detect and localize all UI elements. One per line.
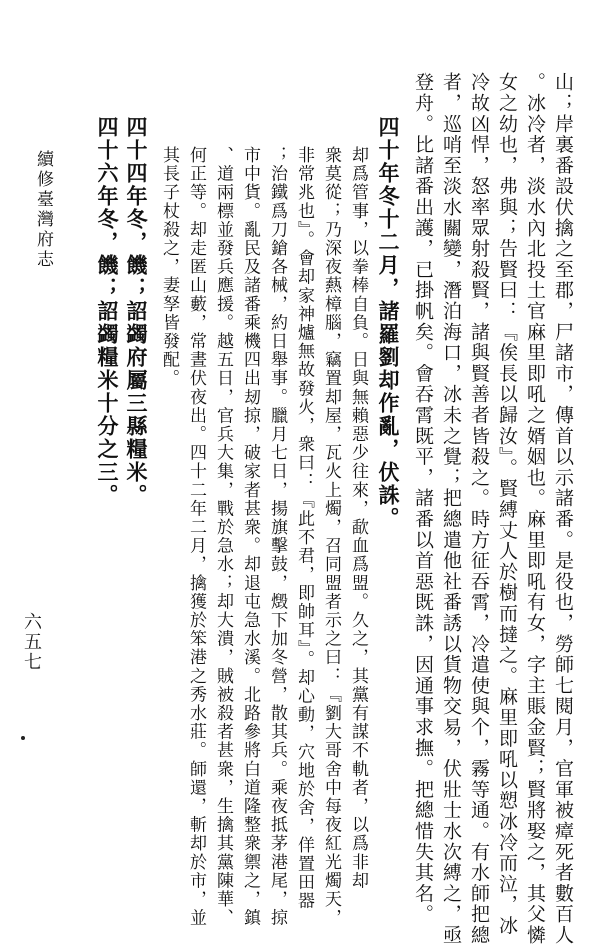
text-column: 山；岸裏番設伏擒之至郡，尸諸市，傳首以示諸番。是役也，勞師七閱月，官軍被瘴死者數百人	[552, 72, 574, 946]
entry-body-column: 非常兆也』。會却家神爐無故發火，衆曰：『此不君，即帥耳』。却心動，穴地於舍，佯置田器	[294, 146, 314, 911]
entry-heading: 四十四年冬，饑；詔蠲府屬三縣糧米。	[124, 116, 149, 507]
text-column: 冷故凶悍，怒率眾射殺賢，諸與賢善者皆殺之。時方征吞霄，冷遣使與个，霧等通。有水師把總	[468, 72, 490, 946]
text-column: 。冰冷者，淡水內北投土官麻里即吼之婿姻也。麻里即吼有女，字主賬金賢；賢將娶之，其父憐	[524, 72, 546, 946]
entry-body-column: 却爲管事，以拳棒自負。日與無賴惡少往來，歃血爲盟。久之，其黨有謀不軌者，以爲非却	[348, 146, 368, 890]
entry-heading: 四十六年冬，饑；詔蠲糧米十分之三。	[95, 116, 120, 507]
text-column: 登舟。比諸番出護，已掛帆矣。會吞霄既平，諸番以首惡既誅，因通事求撫。把總惜失其名。	[412, 72, 434, 925]
entry-body-column: 、道兩標並發兵應援。越五日，官兵大集，戰於急水；却大潰，賊被殺者甚衆，生擒其黨陳華、	[213, 146, 233, 928]
page-number: 六五七	[21, 612, 42, 672]
ink-mark	[21, 736, 25, 740]
text-column: 者，巡哨至淡水關變，潛泊海口，冰未之覺；把總遣他社番誘以貨物交易，伏壯士水次縛之，亟	[440, 72, 462, 946]
entry-body-column: 市中貨。亂民及諸番乘機四出刼掠，破家者甚衆。却退屯急水溪。北路參將白道隆整衆禦之，鎮	[240, 146, 260, 928]
book-title: 續修臺灣府志	[33, 150, 53, 270]
entry-body-column: 衆莫從；乃深夜爇樟腦，竊置却屋，瓦火上燭，召同盟者示之曰：『劉大哥舍中每夜紅光燭天，	[321, 146, 341, 928]
entry-body-column: 何正等。却走匿山藪，常晝伏夜出。四十二年二月，擒獲於笨港之秀水莊。師還，斬却於市，並	[186, 146, 206, 928]
entry-body-column: 其長子杖殺之，妻孥皆發配。	[159, 146, 179, 388]
entry-heading: 四十年冬十二月，諸羅劉却作亂，伏誅。	[376, 116, 401, 530]
entry-body-column: ；治鐵爲刀鎗各械，約日舉事。臘月七日，揚旗擊鼓，燬下加冬營，散其兵。乘夜抵茅港尾，掠	[267, 146, 287, 928]
text-column: 女之幼也，弗與；告賢曰：『俟長以歸汝』。賢縛丈人於樹而撻之。麻里即吼以愬冰冷而泣，冰	[496, 72, 518, 937]
